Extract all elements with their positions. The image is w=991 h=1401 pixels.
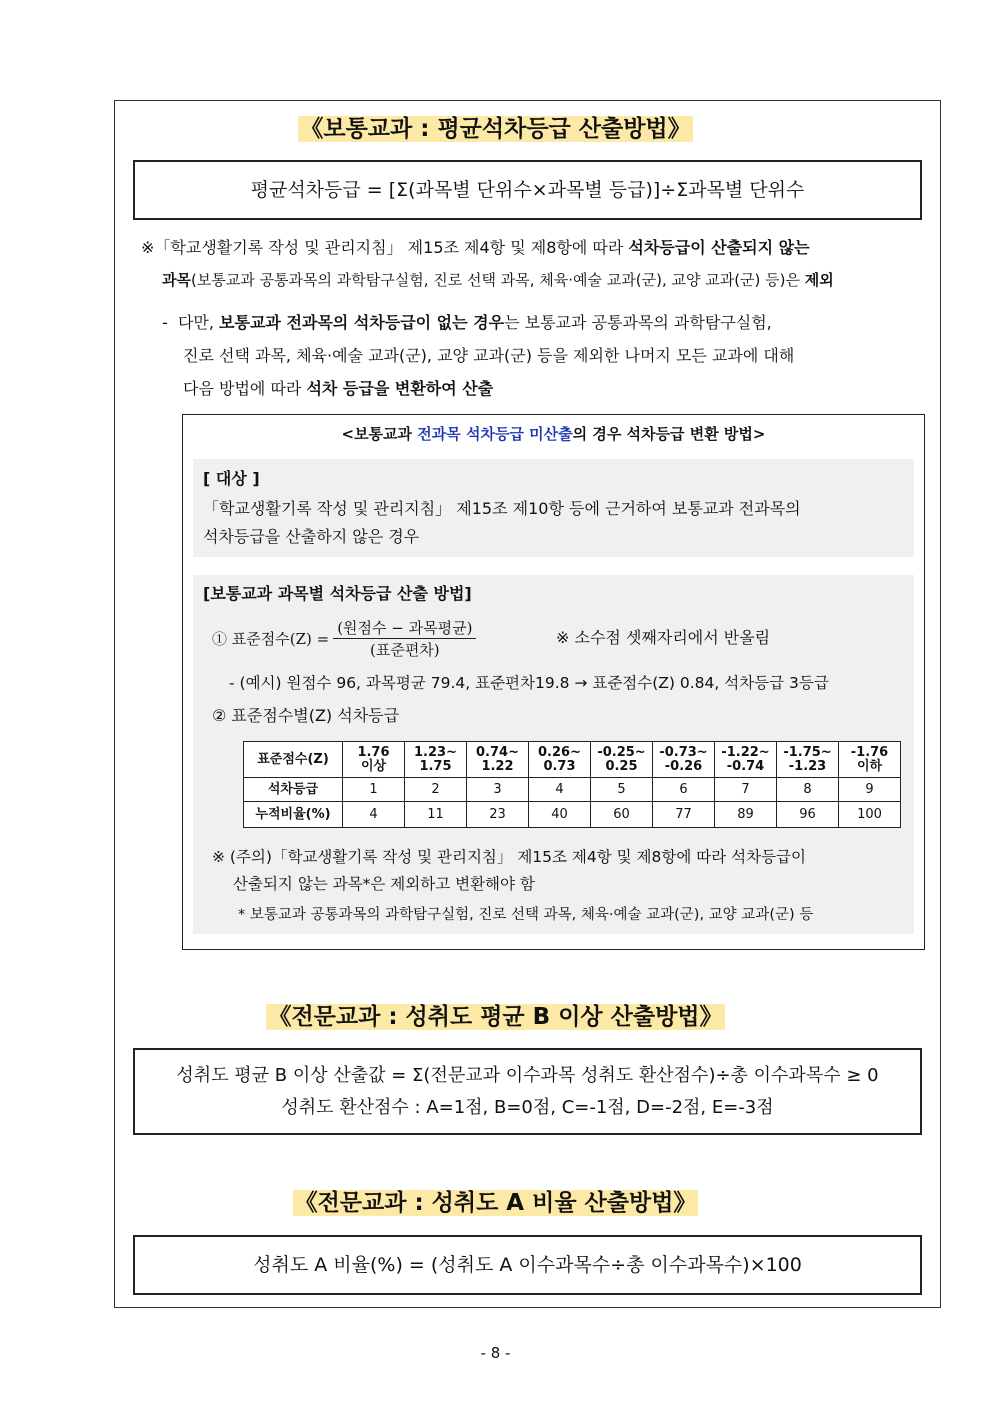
formula-average-grade: 평균석차등급 = [Σ(과목별 단위수×과목별 등급)]÷Σ과목별 단위수	[250, 179, 805, 201]
formula-box-average-grade	[133, 160, 922, 220]
note-conversion-line1: - 다만, 보통교과 전과목의 석차등급이 없는 경우는 보통교과 공통과목의 과학탐구실험,	[162, 313, 772, 332]
table-cell: 6	[653, 778, 715, 802]
table-cell: 5	[591, 778, 653, 802]
table-cell: 7	[715, 778, 777, 802]
table-row-head: 누적비율(%)	[244, 802, 343, 828]
table-cell: -1.76 이하	[839, 742, 901, 778]
grade-conversion-table	[243, 741, 901, 828]
table-cell: 0.26~ 0.73	[529, 742, 591, 778]
rounding-note: ※ 소수점 셋째자리에서 반올림	[556, 628, 771, 647]
table-cell: 0.74~ 1.22	[467, 742, 529, 778]
note-exclusion-line1: ※「학교생활기록 작성 및 관리지침」 제15조 제4항 및 제8항에 따라 석차등급이 산출되지 않는	[141, 238, 810, 257]
note-conversion-line2: 진로 선택 과목, 체육·예술 교과(군), 교양 교과(군) 등을 제외한 나머지 모든 교과에 대해	[183, 346, 795, 365]
caution-footnote: * 보통교과 공통과목의 과학탐구실험, 진로 선택 과목, 체육·예술 교과(군), 교양 교과(군) 등	[238, 907, 814, 923]
method-heading: [보통교과 과목별 석차등급 산출 방법]	[203, 584, 472, 603]
table-cell: 8	[777, 778, 839, 802]
caution-line2: 산출되지 않는 과목*은 제외하고 변환해야 함	[233, 875, 535, 893]
formula-b-average: 성취도 평균 B 이상 산출값 = Σ(전문교과 이수과목 성취도 환산점수)÷총 이수과목수 ≥ 0	[176, 1065, 879, 1086]
grade-table-label: ② 표준점수별(Z) 석차등급	[212, 706, 400, 725]
table-cell: 100	[839, 802, 901, 828]
note-conversion-line3: 다음 방법에 따라 석차 등급을 변환하여 산출	[183, 379, 494, 398]
formula-conversion-score: 성취도 환산점수 : A=1점, B=0점, C=-1점, D=-2점, E=-3점	[281, 1097, 774, 1118]
table-cell: 2	[405, 778, 467, 802]
section-title-a-ratio: 《전문교과 : 성취도 A 비율 산출방법》	[294, 1190, 697, 1216]
target-line1: 「학교생활기록 작성 및 관리지침」 제15조 제10항 등에 근거하여 보통교과 전과목의	[203, 499, 801, 518]
z-score-formula: ① 표준점수(Z) = $\frac{\text{(원점수 − 과목평균)}}{\text{(표준편차)}}$	[212, 614, 476, 662]
table-cell: 1.23~ 1.75	[405, 742, 467, 778]
table-row-head: 표준점수(Z)	[244, 742, 343, 778]
table-cell: 9	[839, 778, 901, 802]
conversion-method-title: <보통교과 전과목 석차등급 미산출의 경우 석차등급 변환 방법>	[341, 425, 766, 443]
section-title-b-average: 《전문교과 : 성취도 평균 B 이상 산출방법》	[268, 1004, 723, 1030]
table-row-head: 석차등급	[244, 778, 343, 802]
section-title-average-grade: 《보통교과 : 평균석차등급 산출방법》	[300, 116, 691, 142]
formula-a-ratio: 성취도 A 비율(%) = (성취도 A 이수과목수÷총 이수과목수)×100	[253, 1254, 802, 1276]
caution-line1: ※ (주의)「학교생활기록 작성 및 관리지침」 제15조 제4항 및 제8항에 따라 석차등급이	[212, 848, 806, 866]
table-cell: -1.22~ -0.74	[715, 742, 777, 778]
table-cell: 89	[715, 802, 777, 828]
table-cell: 77	[653, 802, 715, 828]
table-row-grade	[244, 778, 901, 802]
table-cell: 23	[467, 802, 529, 828]
table-cell: 4	[343, 802, 405, 828]
note-exclusion-line2: 과목(보통교과 공통과목의 과학탐구실험, 진로 선택 과목, 체육·예술 교과(군), 교양 교과(군) 등)은 제외	[162, 271, 834, 289]
table-row-cumulative	[244, 802, 901, 828]
formula-box-a-ratio	[133, 1235, 922, 1295]
table-cell: -1.75~ -1.23	[777, 742, 839, 778]
table-cell: 1.76 이상	[343, 742, 405, 778]
target-heading: [ 대상 ]	[203, 469, 260, 488]
table-cell: 60	[591, 802, 653, 828]
formula-box-b-average	[133, 1048, 922, 1135]
table-cell: 11	[405, 802, 467, 828]
table-cell: 40	[529, 802, 591, 828]
table-cell: 4	[529, 778, 591, 802]
example-line: - (예시) 원점수 96, 과목평균 79.4, 표준편차19.8 → 표준점수(Z) 0.84, 석차등급 3등급	[229, 674, 829, 692]
target-line2: 석차등급을 산출하지 않은 경우	[203, 527, 420, 546]
table-cell: 3	[467, 778, 529, 802]
table-cell: 1	[343, 778, 405, 802]
table-cell: 96	[777, 802, 839, 828]
z-score-fraction: $\frac{\text{(원점수 − 과목평균)}}{\text{(표준편차)}}$	[333, 617, 476, 660]
page-number: - 8 -	[480, 1344, 511, 1362]
table-cell: -0.25~ 0.25	[591, 742, 653, 778]
table-cell: -0.73~ -0.26	[653, 742, 715, 778]
table-row-z	[244, 742, 901, 778]
